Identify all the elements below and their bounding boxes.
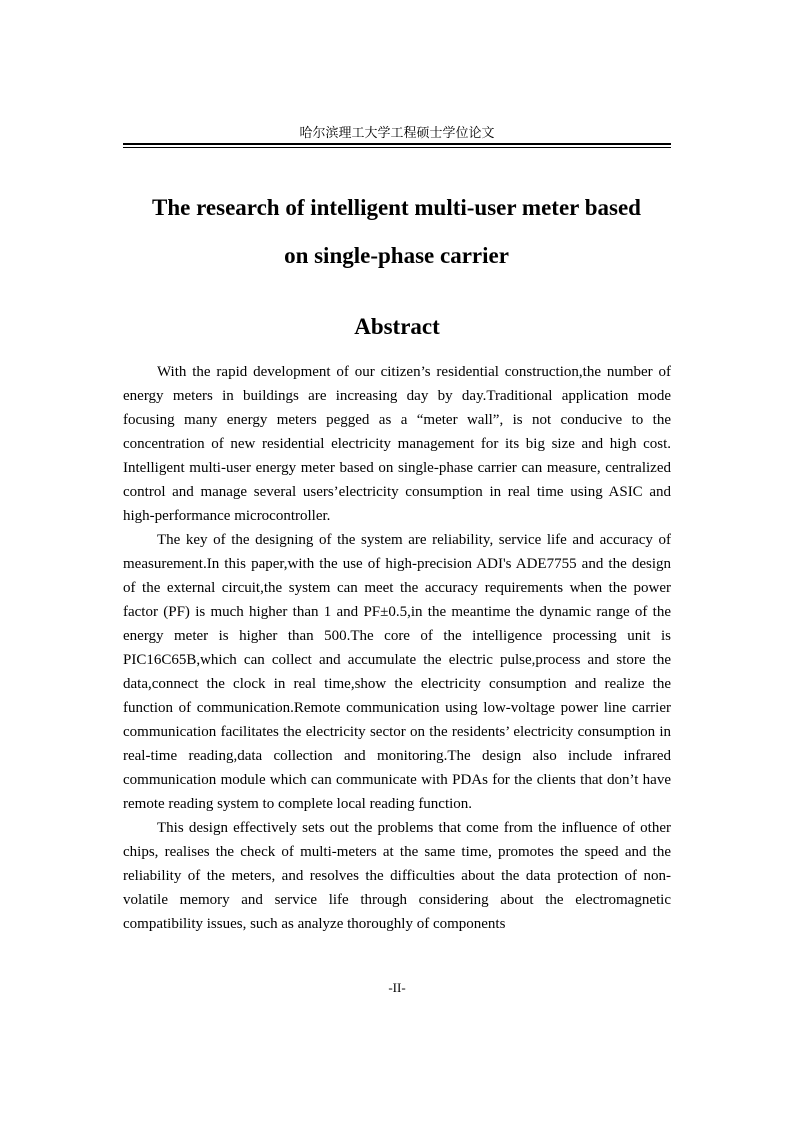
running-header: 哈尔滨理工大学工程硕士学位论文 — [299, 126, 495, 141]
abstract-body — [123, 360, 671, 936]
abstract-heading: Abstract — [354, 314, 440, 339]
header-rule-thick — [123, 143, 671, 145]
abstract-paragraph-1: With the rapid development of our citizen’s residential construction,the number of energy meters in buildings are increasing day by day.Traditional application mode focusing many energy meters pegged as a “meter wall”, is not conducive to the concentration of new residential electricity management for its big size and high cost. Intelligent multi-user energy meter based on single-phase carrier can measure, centralized control and manage several users’electricity consumption in real time using ASIC and high-performance microcontroller. — [123, 364, 671, 524]
abstract-paragraph-2: The key of the designing of the system are reliability, service life and accuracy of measurement.In this paper,with the use of high-precision ADI's ADE7755 and the design of the external circuit,the system can meet the accuracy requirements when the power factor (PF) is much higher than 1 and PF±0.5,in the meantime the dynamic range of the energy meter is higher than 500.The core of the intelligence processing unit is PIC16C65B,which can collect and accumulate the electric pulse,process and store the data,connect the clock in real time,show the electricity consumption and realize the function of communication.Remote communication using low-voltage power line carrier communication facilitates the electricity sector on the residents’ electricity consumption in real-time reading,data collection and monitoring.The design also include infrared communication module which can communicate with PDAs for the clients that don’t have remote reading system to complete local reading function. — [123, 532, 671, 812]
header-rule-thin — [123, 147, 671, 148]
page-number: -II- — [388, 980, 406, 995]
title-line-2: on single-phase carrier — [284, 243, 509, 268]
title-line-1: The research of intelligent multi-user meter based — [152, 195, 641, 220]
abstract-paragraph-3: This design effectively sets out the problems that come from the influence of other chips, realises the check of multi-meters at the same time, promotes the speed and the reliability of the meters, and resolves the difficulties about the data protection of non-volatile memory and service life through considering about the electromagnetic compatibility issues, such as analyze thoroughly of components — [123, 820, 671, 932]
